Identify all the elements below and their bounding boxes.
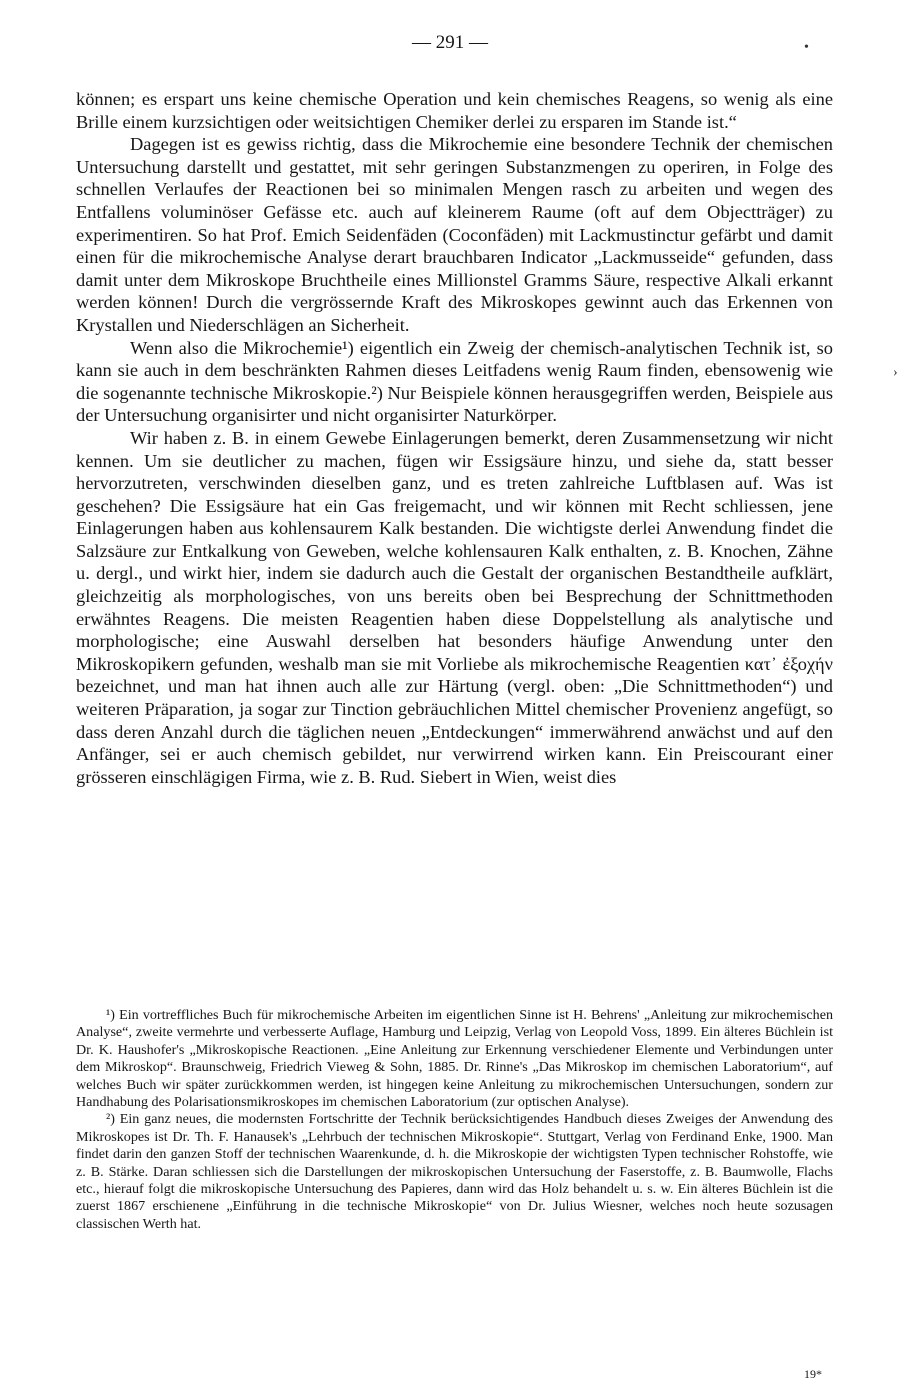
top-right-mark: • (804, 40, 809, 55)
paragraph: Dagegen ist es gewiss richtig, dass die Mikrochemie eine besondere Technik der chemischen Untersuchung darstellt und gestattet, mit sehr geringen Substanzmengen zu operiren, in Folge des schnellen Verlaufes der Reactionen bei so minimalen Mengen rasch zu arbeiten und wegen des Entfallens voluminöser Gefässe etc. auch auf kleinerem Raume (oft auf dem Objectträger) zu experimentiren. So hat Prof. Emich Seidenfäden (Coconfäden) mit Lackmustinctur gefärbt und damit einen für die mikrochemische Analyse derart brauchbaren Indicator „Lackmusseide“ gefunden, dass damit unter dem Mikroskope Bruchtheile eines Millionstel Gramms Säure, respective Alkali erkannt werden können! Durch die vergrössernde Kraft des Mikroskopes gewinnt auch das Erkennen von Krystallen und Niederschlägen an Sicherheit. (76, 134, 833, 335)
signature-mark: 19* (804, 1367, 822, 1381)
paragraph: Wir haben z. B. in einem Gewebe Einlagerungen bemerkt, deren Zusammensetzung wir nicht kennen. Um sie deutlicher zu machen, fügen wir Essigsäure hinzu, und siehe da, statt besser hervorzutreten, verschwinden dieselben ganz, und es treten zahlreiche Luftblasen auf. Was ist geschehen? Die Essigsäure hat ein Gas freigemacht, und wir können mit Recht schliessen, jene Einlagerungen haben aus kohlensaurem Kalk bestanden. Die wichtigste derlei Anwendung findet die Salzsäure zur Entkalkung von Geweben, welche kohlensauren Kalk enthalten, z. B. Knochen, Zähne u. dergl., und wirkt hier, indem sie dadurch auch die Gestalt der organischen Bestandtheile aufklärt, gleichzeitig als morphologisches, von uns bereits oben bei Besprechung der Schnittmethoden erwähntes Reagens. Die meisten Reagentien haben diese Doppelstellung als analytische und morphologische; eine Auswahl derselben hat besonders häufige Anwendung unter den Mikroskopikern gefunden, weshalb man sie mit Vorliebe als mikrochemische Reagentien κατ᾽ ἐξοχήν bezeichnet, und man hat ihnen auch alle zur Härtung (vergl. oben: „Die Schnittmethoden“) und weiteren Präparation, ja sogar zur Tinction gebräuchlichen Mittel chemischer Provenienz angefügt, so dass deren Anzahl durch die täglichen neuen „Entdeckungen“ immerwährend anwächst und auf den Anfänger, sei er auch chemisch gebildet, nur verwirrend wirken kann. Ein Preiscourant einer grösseren einschlägigen Firma, wie z. B. Rud. Siebert in Wien, weist dies (76, 427, 833, 787)
page-number-header: — 291 — (412, 32, 488, 53)
footnote: ¹) Ein vortreffliches Buch für mikrochemische Arbeiten im eigentlichen Sinne ist H. Behrens' „Anleitung zur mikrochemischen Analyse“, zweite vermehrte und verbesserte Auflage, Hamburg und Leipzig, Verlag von Leopold Voss, 1899. Ein älteres Büchlein ist Dr. K. Haushofer's „Mikroskopische Reactionen. „Eine Anleitung zur Erkennung verschiedener Elemente und Verbindungen unter dem Mikroskop“. Braunschweig, Friedrich Vieweg & Sohn, 1885. Dr. Rinne's „Das Mikroskop im chemischen Laboratorium“, auf welches Buch wir später zurückkommen werden, ist hingegen keine Anleitung zu mikrochemischen Untersuchungen, sondern zur Handhabung des Polarisationsmikroskopes im chemischen Laboratorium (zur optischen Analyse). (76, 1007, 833, 1111)
margin-mark: › (893, 365, 898, 380)
paragraph: können; es erspart uns keine chemische Operation und kein chemisches Reagens, so wenig als eine Brille einem kurzsichtigen oder weitsichtigen Chemiker derlei zu ersparen im Stande ist.“ (76, 89, 833, 132)
footnotes (76, 1007, 833, 1233)
main-text (76, 88, 833, 788)
paragraph: Wenn also die Mikrochemie¹) eigentlich ein Zweig der chemisch-analytischen Technik ist, so kann sie auch in dem beschränkten Rahmen dieses Leitfadens wenig Raum finden, ebensowenig wie die sogenannte technische Mikroskopie.²) Nur Beispiele können herausgegriffen werden, Beispiele aus der Untersuchung organisirter und nicht organisirter Naturkörper. (76, 337, 833, 426)
footnote: ²) Ein ganz neues, die modernsten Fortschritte der Technik berücksichtigendes Handbuch dieses Zweiges der Anwendung des Mikroskopes ist Dr. Th. F. Hanausek's „Lehrbuch der technischen Mikroskopie“. Stuttgart, Verlag von Ferdinand Enke, 1900. Man findet darin den ganzen Stoff der technischen Waarenkunde, d. h. die Mikroskopie der wichtigsten Typen technischer Rohstoffe, wie z. B. Stärke. Daran schliessen sich die Darstellungen der mikroskopischen Untersuchung der Faserstoffe, z. B. Baumwolle, Flachs etc., hierauf folgt die mikroskopische Untersuchung des Papieres, dann wird das Holz behandelt u. s. w. Ein älteres Büchlein ist die zuerst 1867 erschienene „Einführung in die technische Mikroskopie“ von Dr. Julius Wiesner, welches noch heute sozusagen classischen Werth hat. (76, 1111, 833, 1232)
